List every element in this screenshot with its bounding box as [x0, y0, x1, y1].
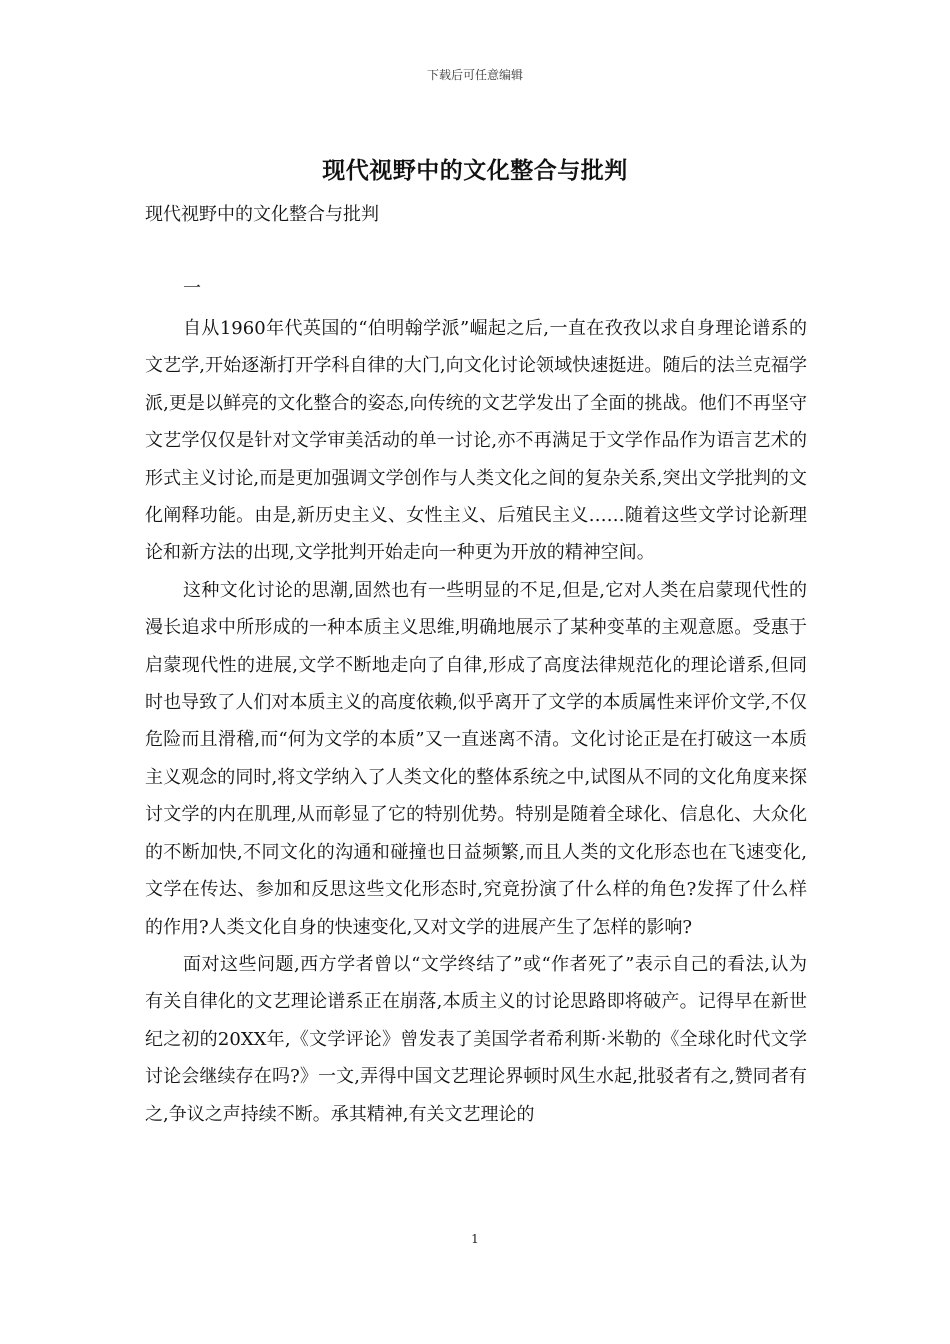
document-subtitle: 现代视野中的文化整合与批判	[145, 204, 379, 225]
document-body	[145, 310, 807, 1133]
paragraph-1: 自从1960年代英国的“伯明翰学派”崛起之后,一直在孜孜以求自身理论谱系的文艺学,开始逐渐打开学科自律的大门,向文化讨论领域快速挺进。随后的法兰克福学派,更是以鲜亮的文化整合的姿态,向传统的文艺学发出了全面的挑战。他们不再坚守文艺学仅仅是针对文学审美活动的单一讨论,亦不再满足于文学作品作为语言艺术的形式主义讨论,而是更加强调文学创作与人类文化之间的复杂关系,突出文学批判的文化阐释功能。由是,新历史主义、女性主义、后殖民主义……随着这些文学讨论新理论和新方法的出现,文学批判开始走向一种更为开放的精神空间。	[145, 318, 807, 564]
header-note: 下载后可任意编辑	[426, 68, 523, 82]
paragraph-2: 这种文化讨论的思潮,固然也有一些明显的不足,但是,它对人类在启蒙现代性的漫长追求中所形成的一种本质主义思维,明确地展示了某种变革的主观意愿。受惠于启蒙现代性的进展,文学不断地走向了自律,形成了高度法律规范化的理论谱系,但同时也导致了人们对本质主义的高度依赖,似乎离开了文学的本质属性来评价文学,不仅危险而且滑稽,而“何为文学的本质”又一直迷离不清。文化讨论正是在打破这一本质主义观念的同时,将文学纳入了人类文化的整体系统之中,试图从不同的文化角度来探讨文学的内在肌理,从而彰显了它的特别优势。特别是随着全球化、信息化、大众化的不断加快,不同文化的沟通和碰撞也日益频繁,而且人类的文化形态也在飞速变化,文学在传达、参加和反思这些文化形态时,究竟扮演了什么样的角色?发挥了什么样的作用?人类文化自身的快速变化,又对文学的进展产生了怎样的影响?	[145, 579, 807, 938]
document-title: 现代视野中的文化整合与批判	[322, 157, 628, 184]
section-number: 一	[183, 278, 201, 299]
page-number: 1	[471, 1232, 479, 1246]
paragraph-3: 面对这些问题,西方学者曾以“文学终结了”或“作者死了”表示自己的看法,认为有关自律化的文艺理论谱系正在崩落,本质主义的讨论思路即将破产。记得早在新世纪之初的20XX年,《文学评论》曾发表了美国学者希利斯·米勒的《全球化时代文学讨论会继续存在吗?》一文,弄得中国文艺理论界顿时风生水起,批驳者有之,赞同者有之,争议之声持续不断。承其精神,有关文艺理论的	[145, 953, 807, 1125]
